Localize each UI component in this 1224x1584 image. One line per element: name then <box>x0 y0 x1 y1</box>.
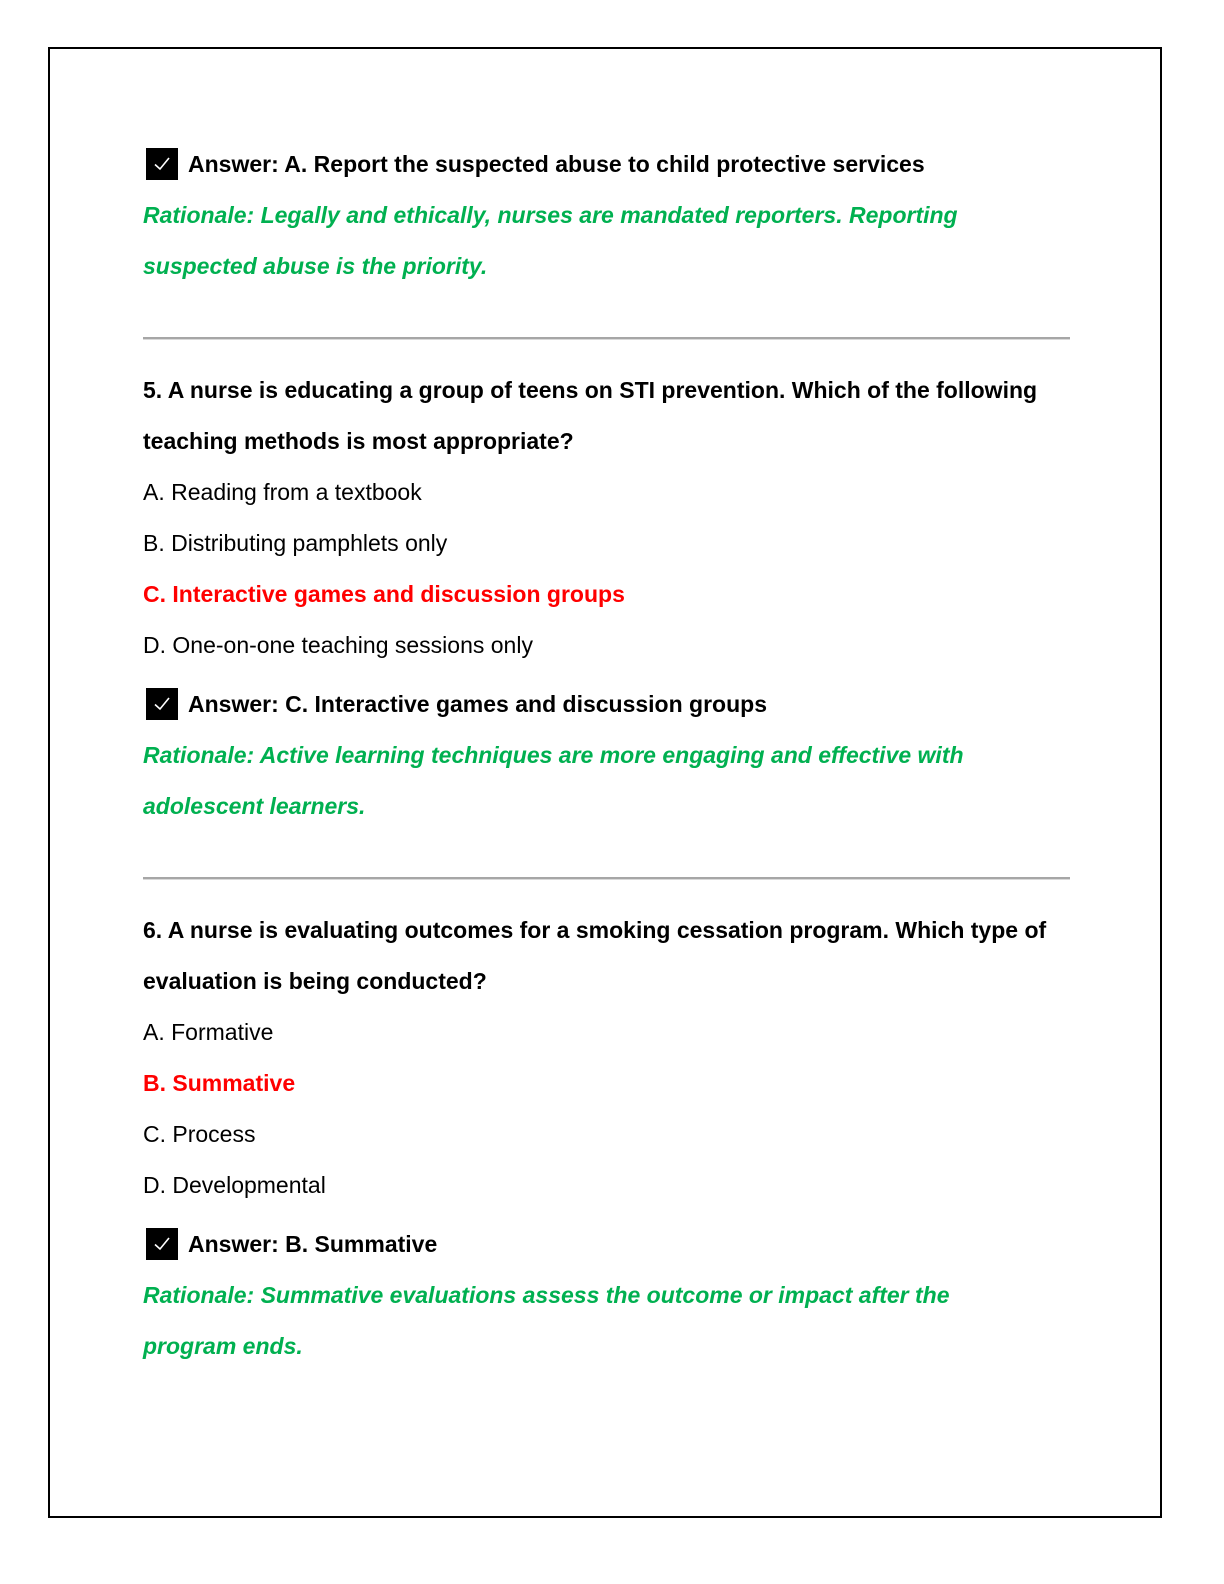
q5-option-b: B. Distributing pamphlets only <box>143 530 448 556</box>
answer-text: Answer: C. Interactive games and discussion groups <box>188 690 767 717</box>
question-6-text: 6. A nurse is evaluating outcomes for a smoking cessation program. Which type of evaluation is being conducted? <box>143 917 1047 994</box>
check-box-icon <box>146 148 178 180</box>
q6-option-d: D. Developmental <box>143 1172 326 1198</box>
q5-option-a: A. Reading from a textbook <box>143 479 422 505</box>
answer-line <box>143 680 1083 728</box>
document-content <box>143 140 1083 1372</box>
check-box-icon <box>146 688 178 720</box>
check-box-icon <box>146 1228 178 1260</box>
q6-option-b-correct: B. Summative <box>143 1070 296 1096</box>
answer-line <box>143 1220 1083 1268</box>
rationale-text: Rationale: Summative evaluations assess the outcome or impact after the program ends. <box>143 1282 950 1359</box>
rationale-text: Rationale: Legally and ethically, nurses are mandated reporters. Reporting suspected abuse is the priority. <box>143 202 958 279</box>
answer-text: Answer: A. Report the suspected abuse to child protective services <box>188 150 925 177</box>
q6-option-a: A. Formative <box>143 1019 274 1045</box>
answer-text: Answer: B. Summative <box>188 1230 438 1257</box>
q6-option-c: C. Process <box>143 1121 256 1147</box>
rationale-text: Rationale: Active learning techniques are more engaging and effective with adolescent learners. <box>143 742 964 819</box>
q5-option-d: D. One-on-one teaching sessions only <box>143 632 533 658</box>
answer-line <box>143 140 1083 188</box>
q5-option-c-correct: C. Interactive games and discussion groups <box>143 581 625 607</box>
question-5-text: 5. A nurse is educating a group of teens on STI prevention. Which of the following teaching methods is most appropriate? <box>143 377 1038 454</box>
